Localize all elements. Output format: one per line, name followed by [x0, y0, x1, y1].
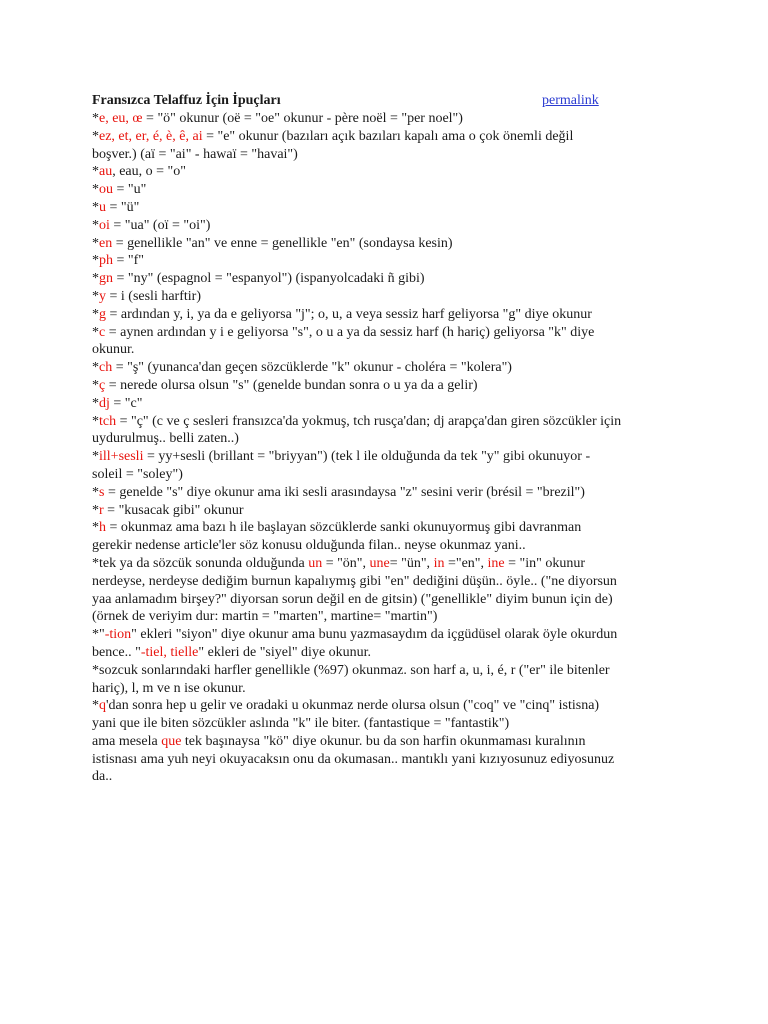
highlight-term: en	[99, 235, 113, 251]
highlight-term: un	[308, 555, 323, 571]
highlight-term: e, eu, œ	[99, 111, 143, 126]
highlight-term: ch	[99, 360, 113, 376]
tip-text: *	[92, 324, 99, 340]
tip-text: = "c"	[109, 395, 143, 411]
tip-text: *tek ya da sözcük sonunda olduğunda	[92, 555, 309, 571]
tip-text: = "in" okunur nerdeyse, nerdeyse dediğim burnun kapalıymış gibi "en" dediğini düşün.. öyle.. ("ne diyorsun yaa anlamadım birşey?" diyorsan sorun değil en de gitsin) ("genellikle" diyim bunun için de) (örnek de veriyim dur: martin = "marten", martine= "martin")	[92, 555, 617, 625]
highlight-term: q	[99, 698, 106, 714]
tip-line	[92, 697, 632, 786]
tip-text: *	[92, 235, 99, 251]
permalink-link[interactable]: permalink	[542, 93, 599, 108]
tip-text: = "ün",	[389, 555, 434, 571]
tip-text: *	[92, 449, 99, 465]
highlight-term: ill+sesli	[99, 449, 144, 465]
highlight-term: gn	[99, 271, 113, 287]
tip-text: *	[92, 253, 99, 269]
tip-line	[92, 288, 632, 306]
tip-text: = "kusacak gibi" okunur	[103, 502, 244, 518]
tip-text: = i (sesli harftir)	[106, 288, 201, 304]
tip-line	[92, 324, 632, 360]
tip-text: " ekleri de "siyel" diye okunur.	[198, 644, 372, 660]
highlight-term: au	[99, 164, 113, 180]
tip-text: *	[92, 502, 99, 518]
tip-line	[92, 502, 632, 520]
highlight-term: y	[99, 288, 106, 304]
tip-text: *	[92, 484, 99, 500]
tip-line	[92, 110, 632, 128]
tip-line	[92, 413, 632, 449]
tip-line	[92, 395, 632, 413]
page-title: Fransızca Telaffuz İçin İpuçları	[92, 93, 281, 108]
tip-text: ="en",	[444, 555, 488, 571]
tip-text: = "f"	[113, 253, 144, 269]
tip-text: *	[92, 199, 99, 215]
tip-text: 'dan sonra hep u gelir ve oradaki u okunmaz nerde olursa olsun ("coq" ve "cinq" istisna) yani que ile biten sözcükler aslında "k" ile biter. (fantastique = "fantastik") ama mesela	[92, 698, 600, 749]
highlight-term: que	[161, 733, 182, 749]
highlight-term: r	[99, 502, 104, 518]
tip-text: *	[92, 271, 99, 287]
tip-text: *	[92, 413, 99, 429]
highlight-term: dj	[99, 395, 110, 411]
tip-text: *	[92, 360, 99, 376]
tip-line	[92, 252, 632, 270]
tip-text: = okunmaz ama bazı h ile başlayan sözcüklerde sanki okunuyormuş gibi davranman gerekir nedense article'ler söz konusu olduğunda filan.. neyse okunmaz yani..	[92, 520, 582, 554]
highlight-term: ine	[487, 555, 505, 571]
highlight-term: ou	[99, 182, 113, 198]
tip-text: = "ü"	[106, 199, 140, 215]
highlight-term: s	[99, 484, 105, 500]
highlight-term: c	[99, 324, 106, 340]
highlight-term: oi	[99, 217, 110, 233]
tip-text: *sozcuk sonlarındaki harfler genellikle (%97) okunmaz. son harf a, u, i, é, r ("er" ile bitenler hariç), l, m ve n ise okunur.	[92, 662, 610, 696]
tip-text: = "ö" okunur (oë = "oe" okunur - père noël = "per noel")	[142, 111, 463, 126]
tip-text: " ekleri "siyon" diye okunur ama bunu yazmasaydım da içgüdüsel olarak öyle okurdun bence.. "	[92, 627, 618, 660]
tip-text: = genelde "s" diye okunur ama iki sesli arasındaysa "z" sesini verir (brésil = "brezil")	[104, 484, 585, 500]
tip-text: = aynen ardından y i e geliyorsa "s", o u a ya da sessiz harf (h hariç) geliyorsa "k" diye okunur.	[92, 324, 595, 358]
tip-text: *	[92, 164, 99, 180]
tip-text: *	[92, 395, 99, 411]
tip-text: = nerede olursa olsun "s" (genelde bundan sonra o u ya da a gelir)	[105, 377, 478, 393]
tip-line	[92, 519, 632, 555]
tip-line	[92, 359, 632, 377]
document	[92, 92, 632, 786]
tip-text: , eau, o = "o"	[112, 164, 186, 180]
tip-text: *	[92, 111, 99, 126]
highlight-term: ç	[99, 377, 106, 393]
tip-text: *	[92, 128, 99, 144]
tip-text: = "ön",	[322, 555, 370, 571]
tip-line	[92, 235, 632, 253]
tip-text: = "ş" (yunanca'dan geçen sözcüklerde "k" okunur - choléra = "kolera")	[112, 360, 512, 376]
tip-line	[92, 199, 632, 217]
tip-line	[92, 662, 632, 698]
tip-text: *	[92, 288, 99, 304]
tip-line	[92, 270, 632, 288]
tip-text: *	[92, 306, 99, 322]
tip-text: *"	[92, 627, 105, 643]
tip-text: *	[92, 698, 99, 714]
tip-line	[92, 448, 632, 484]
highlight-term: tch	[99, 413, 117, 429]
tip-text: = "e" okunur (bazıları açık bazıları kapalı ama o çok önemli değil boşver.) (aï = "ai" - hawaï = "havai")	[92, 128, 574, 162]
highlight-term: ez, et, er, é, è, ê, ai	[99, 128, 203, 144]
highlight-term: -tion	[104, 627, 132, 643]
tip-line	[92, 306, 632, 324]
tip-text: *	[92, 217, 99, 233]
highlight-term: in	[433, 555, 445, 571]
tip-line	[92, 377, 632, 395]
tip-text: = "ç" (c ve ç sesleri fransızca'da yokmuş, tch rusça'dan; dj arapça'dan giren sözcükler için uydurulmuş.. belli zaten..)	[92, 413, 622, 447]
tip-line	[92, 128, 632, 164]
tip-text: = genellikle "an" ve enne = genellikle "en" (sondaysa kesin)	[112, 235, 453, 251]
tip-text: *	[92, 182, 99, 198]
highlight-term: une	[369, 555, 390, 571]
highlight-term: h	[99, 520, 106, 536]
highlight-term: ph	[99, 253, 113, 269]
tip-text: = "u"	[113, 182, 147, 198]
highlight-term: u	[99, 199, 106, 215]
tip-line	[92, 163, 632, 181]
tip-text: *	[92, 520, 99, 536]
tip-line	[92, 626, 632, 662]
tip-text: *	[92, 377, 99, 393]
header	[92, 92, 632, 110]
highlight-term: -tiel, tielle	[140, 644, 199, 660]
tip-text: = ardından y, i, ya da e geliyorsa "j"; o, u, a veya sessiz harf geliyorsa "g" diye okunur	[106, 306, 592, 322]
tip-line	[92, 484, 632, 502]
tip-line	[92, 181, 632, 199]
tip-line	[92, 555, 632, 626]
tip-text: tek başınaysa "kö" diye okunur. bu da son harfin okunmaması kuralının istisnası ama yuh neyi okuyacaksın onu da okumasan.. mantıklı yani kızıyosunuz ediyosunuz da..	[92, 733, 615, 785]
tip-line	[92, 217, 632, 235]
tip-text: = "ny" (espagnol = "espanyol") (ispanyolcadaki ñ gibi)	[113, 271, 425, 287]
tip-text: = yy+sesli (brillant = "briyyan") (tek l ile olduğunda da tek "y" gibi okunuyor - soleil = "soley")	[92, 449, 591, 482]
tip-text: = "ua" (oï = "oi")	[109, 217, 211, 233]
tips-content	[92, 110, 632, 786]
highlight-term: g	[99, 306, 106, 322]
